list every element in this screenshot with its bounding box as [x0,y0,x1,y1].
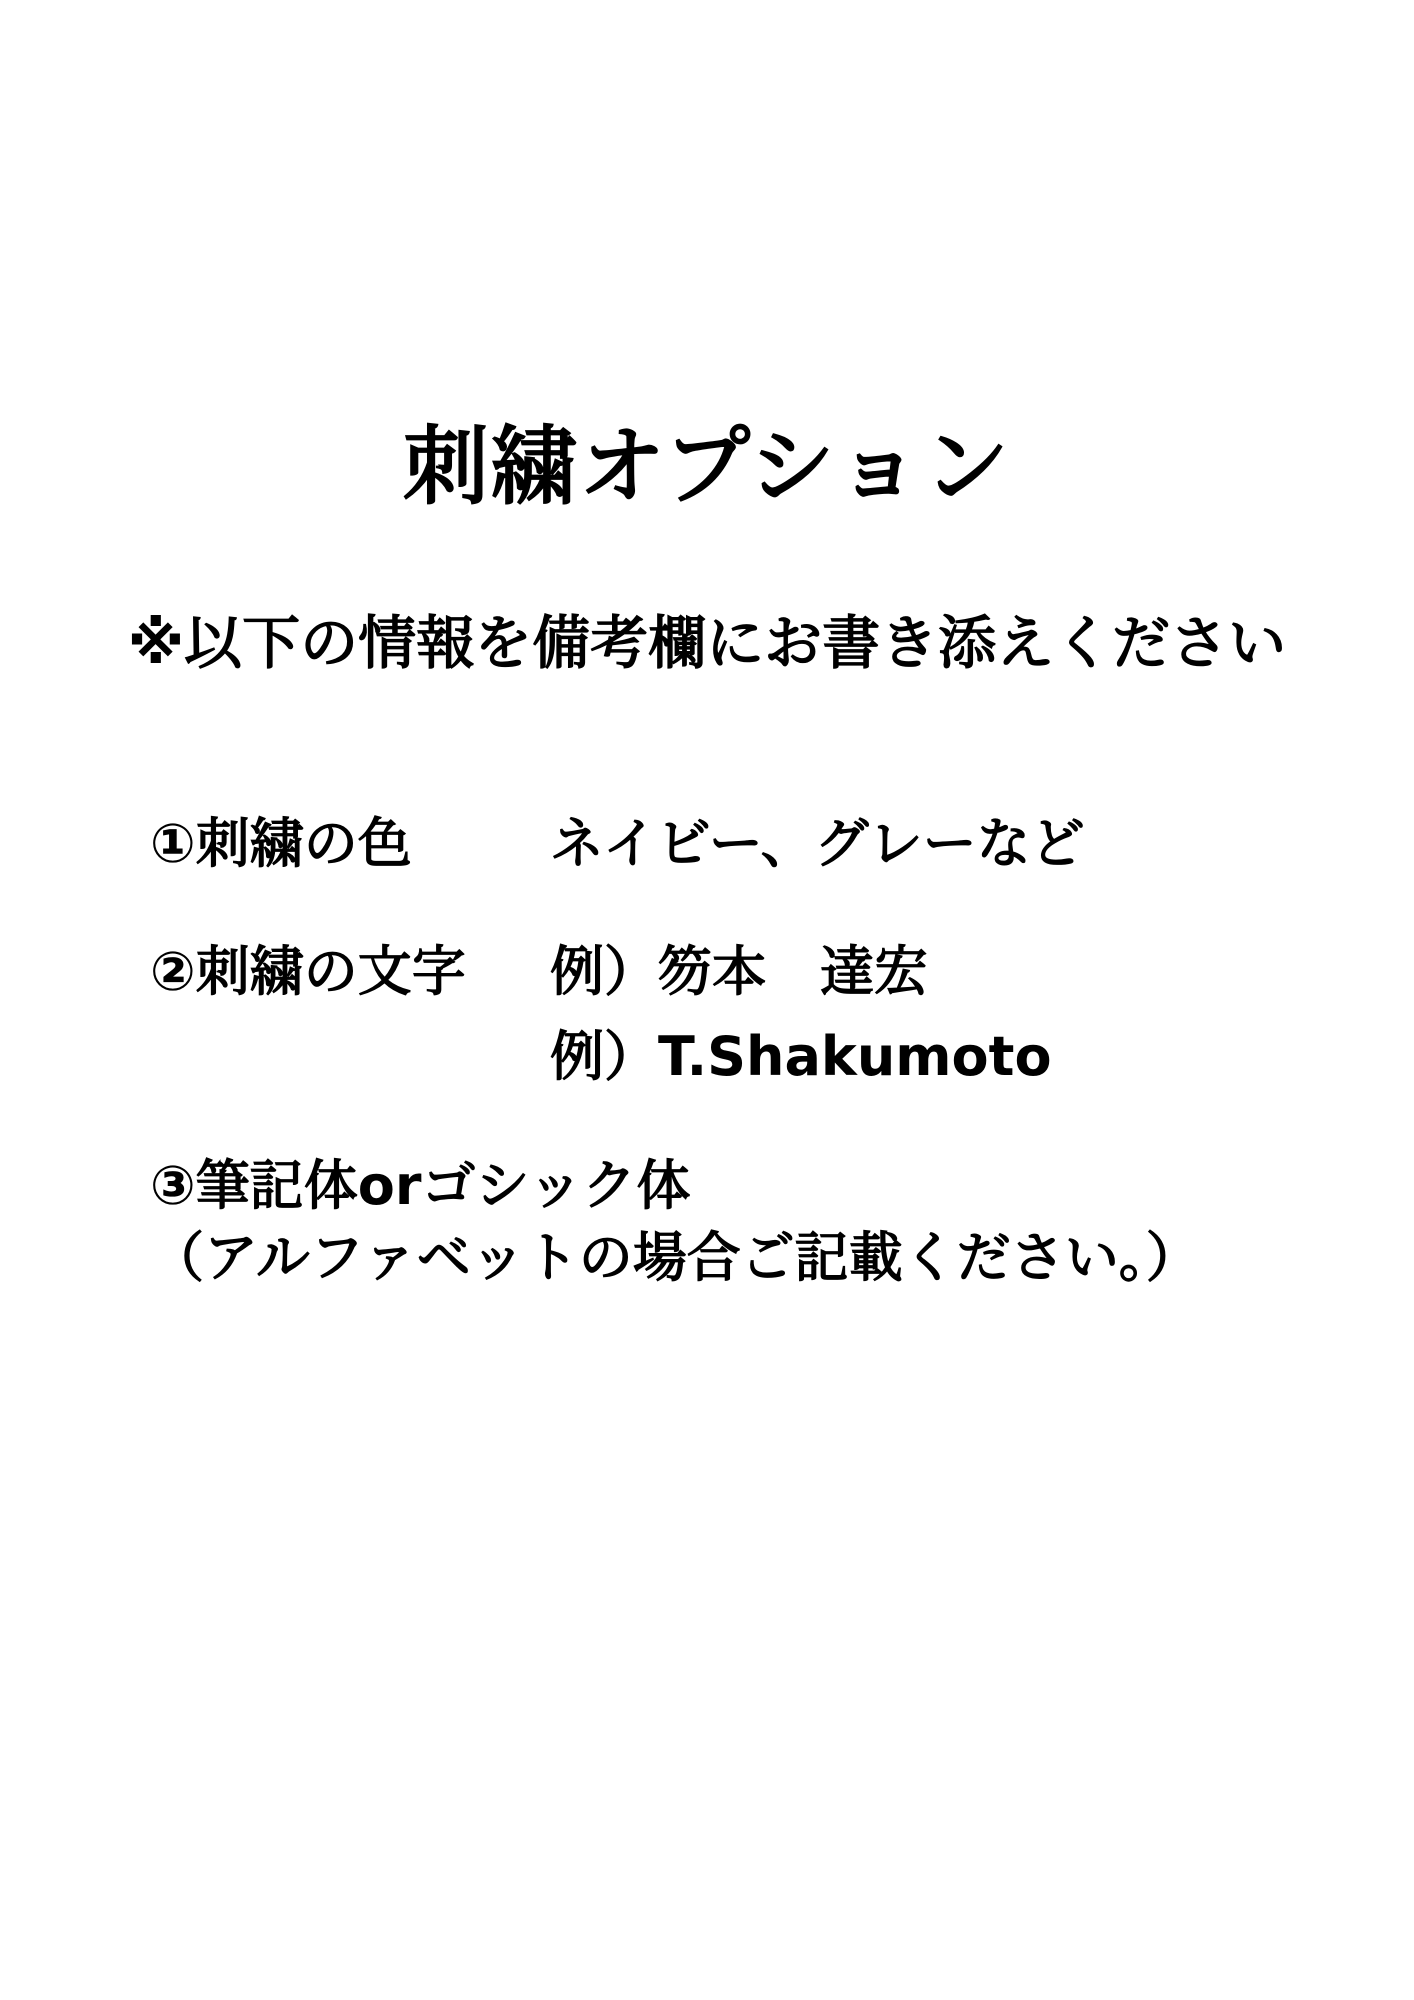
option-1-value: ネイビー、グレーなど [550,812,1085,875]
page-title: 刺繍オプション [402,417,1012,517]
option-3-note: （アルファベットの場合ご記載ください。） [150,1225,1200,1289]
option-2-value-alt: 例）T.Shakumoto [550,1025,1052,1088]
list-item-text [150,938,1344,1091]
option-3-label: ③筆記体orゴシック体 [150,1153,691,1217]
option-list [150,810,1344,1353]
list-item-color [150,810,1344,878]
instruction-note: ※以下の情報を備考欄にお書き添えください [127,609,1287,677]
option-1-label: ①刺繍の色 [150,812,412,875]
list-item-style [150,1151,1344,1293]
option-2-value: 例）笏本 達宏 [550,939,928,1003]
option-2-label: ②刺繍の文字 [150,939,466,1003]
